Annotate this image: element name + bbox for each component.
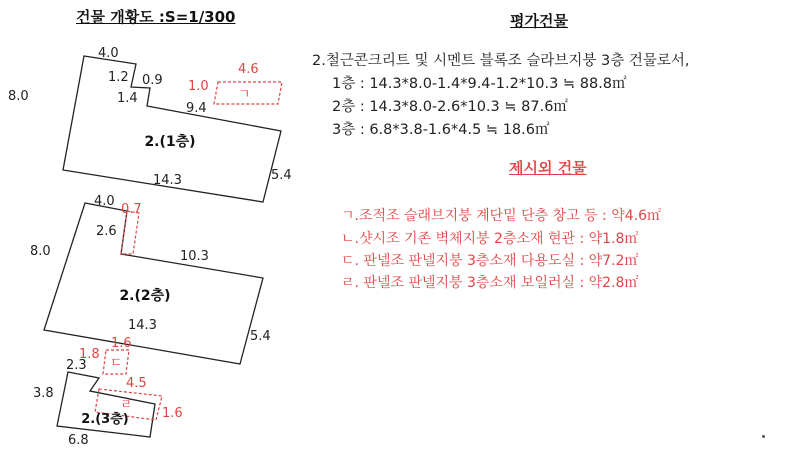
floor1-dim-left: 8.0 — [8, 89, 29, 104]
annex-c-dim-w: 1.6 — [111, 336, 132, 351]
floor1-dim-notch-w: 1.2 — [108, 70, 129, 85]
floor2-label: 2.(2층) — [119, 288, 171, 304]
floor3-label: 2.(3층) — [81, 412, 129, 427]
excluded-item-b: ㄴ.샷시조 기존 벽체지붕 2층소재 현관 : 약1.8㎡ — [341, 231, 639, 247]
floor1-dim-step: 1.4 — [117, 91, 138, 106]
excluded-item-d: ㄹ. 판넬조 판넬지붕 3층소재 보일러실 : 약2.8㎡ — [341, 275, 639, 291]
floor1-dim-top: 4.0 — [98, 46, 119, 61]
floor2-dim-left: 8.0 — [30, 244, 51, 259]
floor2-dim-bottom: 14.3 — [128, 318, 157, 333]
annex-d-dim-w: 4.5 — [126, 376, 147, 391]
annex-b-outline — [121, 211, 139, 254]
annex-a-mark: ㄱ — [238, 87, 251, 102]
floor3-dim-bottom: 6.8 — [68, 433, 89, 448]
annex-d-dim-h: 1.6 — [162, 406, 183, 421]
diagram-title: 건물 개황도 :S=1/300 — [76, 8, 236, 26]
floor1-dim-notch-h: 0.9 — [142, 73, 163, 88]
floor2-dim-right: 5.4 — [250, 329, 271, 344]
floor3-dim-top: 2.3 — [66, 358, 87, 373]
floor2-outline — [44, 203, 263, 364]
excluded-item-a: ㄱ.조적조 슬래브지붕 계단밑 단층 창고 등 : 약4.6㎡ — [341, 208, 662, 224]
evaluation-floor2: 2층 : 14.3*8.0-2.6*10.3 ≒ 87.6㎡ — [332, 99, 568, 115]
evaluation-floor3: 3층 : 6.8*3.8-1.6*4.5 ≒ 18.6㎡ — [332, 122, 550, 138]
floor3-plan — [33, 336, 183, 448]
floor2-dim-mid: 10.3 — [180, 249, 209, 264]
floor2-dim-notch-w: 2.6 — [96, 224, 117, 239]
floor3-dim-left: 3.8 — [33, 386, 54, 401]
floor1-dim-right: 5.4 — [271, 168, 292, 183]
annex-a-dim-h: 1.0 — [188, 79, 209, 94]
floor2-dim-notch-h: 0.7 — [121, 202, 142, 217]
floor1-plan — [8, 46, 292, 202]
annex-d-mark: ㄹ — [120, 398, 133, 413]
floor1-dim-mid: 9.4 — [186, 101, 207, 116]
evaluation-summary: 2.철근콘크리트 및 시멘트 블록조 슬라브지붕 3층 건물로서, — [312, 53, 690, 69]
floor2-dim-top: 4.0 — [94, 194, 115, 209]
floor1-dim-bottom: 14.3 — [153, 173, 182, 188]
floor1-label: 2.(1층) — [144, 134, 196, 150]
floor2-plan — [30, 194, 271, 364]
annex-c-mark: ㄷ — [110, 356, 123, 371]
evaluation-floor1: 1층 : 14.3*8.0-1.4*9.4-1.2*10.3 ≒ 88.8㎡ — [332, 76, 627, 92]
description-panel — [300, 0, 800, 452]
evaluation-title: 평가건물 — [510, 12, 568, 30]
excluded-title: 제시외 건물 — [509, 159, 587, 177]
annex-c-dim-h: 1.8 — [79, 347, 100, 362]
excluded-item-c: ㄷ. 판넬조 판넬지붕 3층소재 다용도실 : 약7.2㎡ — [341, 253, 639, 269]
annex-a-dim-w: 4.6 — [238, 62, 259, 77]
stray-dot — [762, 435, 765, 438]
